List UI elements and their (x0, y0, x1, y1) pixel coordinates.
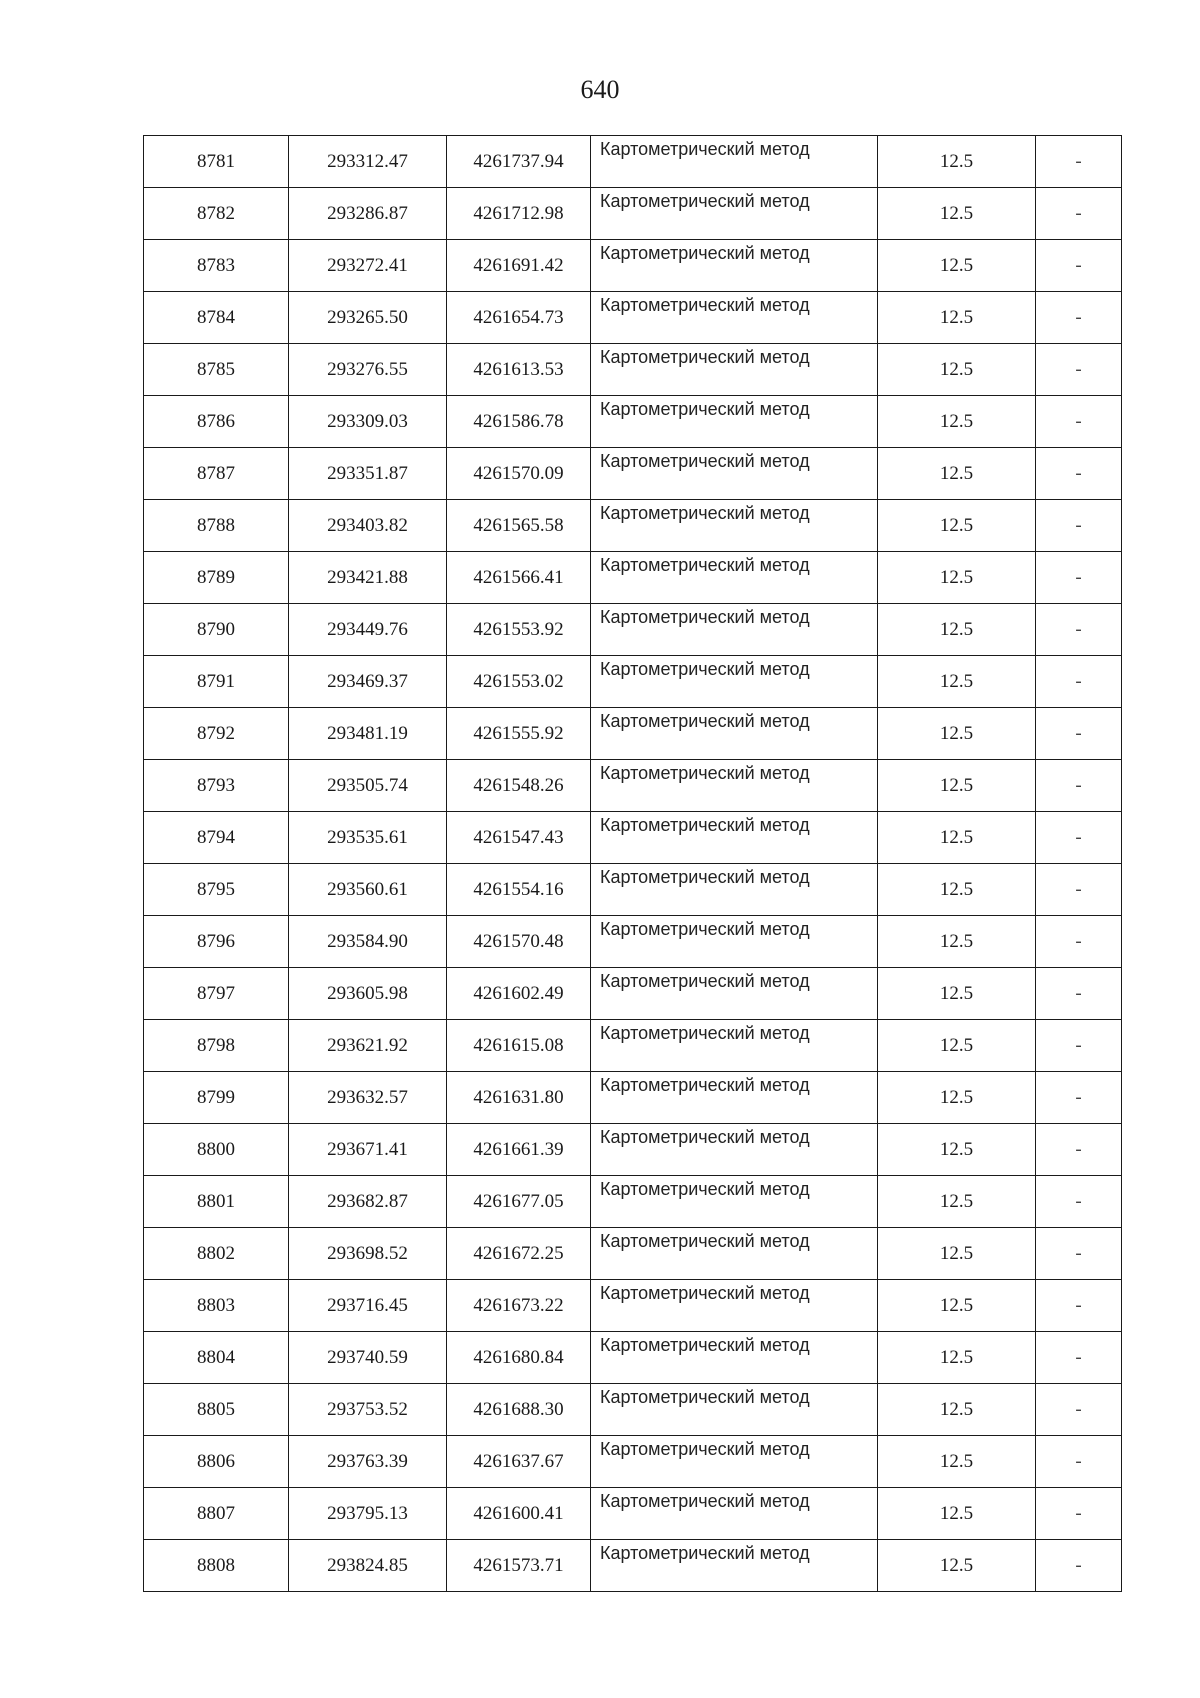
note-cell: - (1036, 1176, 1122, 1228)
point-number-cell: 8792 (144, 708, 289, 760)
method-cell: Картометрический метод (591, 292, 878, 344)
table-row (144, 1020, 1122, 1072)
accuracy-cell: 12.5 (878, 500, 1036, 552)
table-row (144, 1124, 1122, 1176)
x-coordinate-cell: 293421.88 (289, 552, 447, 604)
table-row (144, 1072, 1122, 1124)
x-coordinate-cell: 293584.90 (289, 916, 447, 968)
accuracy-cell: 12.5 (878, 656, 1036, 708)
note-cell: - (1036, 1488, 1122, 1540)
table-row (144, 552, 1122, 604)
y-coordinate-cell: 4261565.58 (447, 500, 591, 552)
point-number-cell: 8788 (144, 500, 289, 552)
accuracy-cell: 12.5 (878, 760, 1036, 812)
note-cell: - (1036, 188, 1122, 240)
note-cell: - (1036, 1436, 1122, 1488)
y-coordinate-cell: 4261553.92 (447, 604, 591, 656)
point-number-cell: 8804 (144, 1332, 289, 1384)
point-number-cell: 8799 (144, 1072, 289, 1124)
method-cell: Картометрический метод (591, 448, 878, 500)
table-row (144, 396, 1122, 448)
note-cell: - (1036, 1228, 1122, 1280)
method-cell: Картометрический метод (591, 1436, 878, 1488)
point-number-cell: 8782 (144, 188, 289, 240)
note-cell: - (1036, 240, 1122, 292)
y-coordinate-cell: 4261691.42 (447, 240, 591, 292)
table-row (144, 656, 1122, 708)
method-cell: Картометрический метод (591, 188, 878, 240)
x-coordinate-cell: 293309.03 (289, 396, 447, 448)
y-coordinate-cell: 4261570.48 (447, 916, 591, 968)
method-cell: Картометрический метод (591, 864, 878, 916)
method-cell: Картометрический метод (591, 968, 878, 1020)
x-coordinate-cell: 293351.87 (289, 448, 447, 500)
point-number-cell: 8795 (144, 864, 289, 916)
y-coordinate-cell: 4261677.05 (447, 1176, 591, 1228)
x-coordinate-cell: 293682.87 (289, 1176, 447, 1228)
method-cell: Картометрический метод (591, 1540, 878, 1592)
method-cell: Картометрический метод (591, 396, 878, 448)
x-coordinate-cell: 293716.45 (289, 1280, 447, 1332)
point-number-cell: 8791 (144, 656, 289, 708)
accuracy-cell: 12.5 (878, 396, 1036, 448)
method-cell: Картометрический метод (591, 1072, 878, 1124)
x-coordinate-cell: 293272.41 (289, 240, 447, 292)
accuracy-cell: 12.5 (878, 552, 1036, 604)
y-coordinate-cell: 4261566.41 (447, 552, 591, 604)
x-coordinate-cell: 293535.61 (289, 812, 447, 864)
note-cell: - (1036, 1124, 1122, 1176)
accuracy-cell: 12.5 (878, 604, 1036, 656)
method-cell: Картометрический метод (591, 916, 878, 968)
method-cell: Картометрический метод (591, 1488, 878, 1540)
point-number-cell: 8806 (144, 1436, 289, 1488)
point-number-cell: 8798 (144, 1020, 289, 1072)
x-coordinate-cell: 293276.55 (289, 344, 447, 396)
method-cell: Картометрический метод (591, 552, 878, 604)
table-row (144, 1176, 1122, 1228)
y-coordinate-cell: 4261680.84 (447, 1332, 591, 1384)
coordinates-table (143, 135, 1122, 1592)
accuracy-cell: 12.5 (878, 1540, 1036, 1592)
x-coordinate-cell: 293286.87 (289, 188, 447, 240)
point-number-cell: 8797 (144, 968, 289, 1020)
y-coordinate-cell: 4261553.02 (447, 656, 591, 708)
table-row (144, 292, 1122, 344)
method-cell: Картометрический метод (591, 1020, 878, 1072)
table-body (144, 136, 1122, 1592)
y-coordinate-cell: 4261548.26 (447, 760, 591, 812)
table-row (144, 1332, 1122, 1384)
accuracy-cell: 12.5 (878, 1384, 1036, 1436)
method-cell: Картометрический метод (591, 1228, 878, 1280)
note-cell: - (1036, 968, 1122, 1020)
y-coordinate-cell: 4261673.22 (447, 1280, 591, 1332)
note-cell: - (1036, 1072, 1122, 1124)
table-row (144, 448, 1122, 500)
accuracy-cell: 12.5 (878, 448, 1036, 500)
method-cell: Картометрический метод (591, 1332, 878, 1384)
y-coordinate-cell: 4261586.78 (447, 396, 591, 448)
x-coordinate-cell: 293763.39 (289, 1436, 447, 1488)
note-cell: - (1036, 708, 1122, 760)
accuracy-cell: 12.5 (878, 1124, 1036, 1176)
method-cell: Картометрический метод (591, 812, 878, 864)
y-coordinate-cell: 4261631.80 (447, 1072, 591, 1124)
table-row (144, 1280, 1122, 1332)
table-row (144, 1228, 1122, 1280)
table-row (144, 1384, 1122, 1436)
accuracy-cell: 12.5 (878, 292, 1036, 344)
accuracy-cell: 12.5 (878, 344, 1036, 396)
y-coordinate-cell: 4261637.67 (447, 1436, 591, 1488)
accuracy-cell: 12.5 (878, 240, 1036, 292)
note-cell: - (1036, 864, 1122, 916)
method-cell: Картометрический метод (591, 136, 878, 188)
table-row (144, 968, 1122, 1020)
note-cell: - (1036, 292, 1122, 344)
note-cell: - (1036, 344, 1122, 396)
point-number-cell: 8800 (144, 1124, 289, 1176)
y-coordinate-cell: 4261613.53 (447, 344, 591, 396)
point-number-cell: 8802 (144, 1228, 289, 1280)
note-cell: - (1036, 916, 1122, 968)
accuracy-cell: 12.5 (878, 968, 1036, 1020)
accuracy-cell: 12.5 (878, 1488, 1036, 1540)
x-coordinate-cell: 293469.37 (289, 656, 447, 708)
y-coordinate-cell: 4261654.73 (447, 292, 591, 344)
method-cell: Картометрический метод (591, 760, 878, 812)
x-coordinate-cell: 293824.85 (289, 1540, 447, 1592)
y-coordinate-cell: 4261688.30 (447, 1384, 591, 1436)
y-coordinate-cell: 4261602.49 (447, 968, 591, 1020)
table-row (144, 760, 1122, 812)
note-cell: - (1036, 1384, 1122, 1436)
accuracy-cell: 12.5 (878, 864, 1036, 916)
y-coordinate-cell: 4261737.94 (447, 136, 591, 188)
y-coordinate-cell: 4261554.16 (447, 864, 591, 916)
point-number-cell: 8794 (144, 812, 289, 864)
point-number-cell: 8786 (144, 396, 289, 448)
x-coordinate-cell: 293621.92 (289, 1020, 447, 1072)
x-coordinate-cell: 293671.41 (289, 1124, 447, 1176)
accuracy-cell: 12.5 (878, 1332, 1036, 1384)
y-coordinate-cell: 4261570.09 (447, 448, 591, 500)
point-number-cell: 8807 (144, 1488, 289, 1540)
note-cell: - (1036, 604, 1122, 656)
note-cell: - (1036, 136, 1122, 188)
note-cell: - (1036, 448, 1122, 500)
x-coordinate-cell: 293403.82 (289, 500, 447, 552)
note-cell: - (1036, 1280, 1122, 1332)
y-coordinate-cell: 4261547.43 (447, 812, 591, 864)
table-row (144, 240, 1122, 292)
y-coordinate-cell: 4261555.92 (447, 708, 591, 760)
table-row (144, 1488, 1122, 1540)
x-coordinate-cell: 293560.61 (289, 864, 447, 916)
point-number-cell: 8783 (144, 240, 289, 292)
table-row (144, 708, 1122, 760)
x-coordinate-cell: 293740.59 (289, 1332, 447, 1384)
point-number-cell: 8781 (144, 136, 289, 188)
table-row (144, 500, 1122, 552)
accuracy-cell: 12.5 (878, 1176, 1036, 1228)
accuracy-cell: 12.5 (878, 1072, 1036, 1124)
point-number-cell: 8793 (144, 760, 289, 812)
point-number-cell: 8789 (144, 552, 289, 604)
y-coordinate-cell: 4261661.39 (447, 1124, 591, 1176)
accuracy-cell: 12.5 (878, 1020, 1036, 1072)
table-row (144, 604, 1122, 656)
method-cell: Картометрический метод (591, 240, 878, 292)
method-cell: Картометрический метод (591, 656, 878, 708)
note-cell: - (1036, 1540, 1122, 1592)
note-cell: - (1036, 396, 1122, 448)
accuracy-cell: 12.5 (878, 1280, 1036, 1332)
y-coordinate-cell: 4261712.98 (447, 188, 591, 240)
page-number: 640 (580, 75, 620, 104)
x-coordinate-cell: 293605.98 (289, 968, 447, 1020)
method-cell: Картометрический метод (591, 1280, 878, 1332)
table-row (144, 1436, 1122, 1488)
table-row (144, 344, 1122, 396)
table-row (144, 916, 1122, 968)
method-cell: Картометрический метод (591, 604, 878, 656)
x-coordinate-cell: 293795.13 (289, 1488, 447, 1540)
accuracy-cell: 12.5 (878, 188, 1036, 240)
point-number-cell: 8785 (144, 344, 289, 396)
accuracy-cell: 12.5 (878, 1436, 1036, 1488)
x-coordinate-cell: 293312.47 (289, 136, 447, 188)
note-cell: - (1036, 1020, 1122, 1072)
accuracy-cell: 12.5 (878, 1228, 1036, 1280)
table-row (144, 1540, 1122, 1592)
note-cell: - (1036, 1332, 1122, 1384)
x-coordinate-cell: 293481.19 (289, 708, 447, 760)
point-number-cell: 8784 (144, 292, 289, 344)
point-number-cell: 8803 (144, 1280, 289, 1332)
x-coordinate-cell: 293265.50 (289, 292, 447, 344)
accuracy-cell: 12.5 (878, 812, 1036, 864)
x-coordinate-cell: 293753.52 (289, 1384, 447, 1436)
point-number-cell: 8801 (144, 1176, 289, 1228)
accuracy-cell: 12.5 (878, 136, 1036, 188)
method-cell: Картометрический метод (591, 500, 878, 552)
point-number-cell: 8796 (144, 916, 289, 968)
y-coordinate-cell: 4261672.25 (447, 1228, 591, 1280)
method-cell: Картометрический метод (591, 708, 878, 760)
note-cell: - (1036, 552, 1122, 604)
point-number-cell: 8805 (144, 1384, 289, 1436)
x-coordinate-cell: 293505.74 (289, 760, 447, 812)
y-coordinate-cell: 4261573.71 (447, 1540, 591, 1592)
point-number-cell: 8787 (144, 448, 289, 500)
x-coordinate-cell: 293698.52 (289, 1228, 447, 1280)
accuracy-cell: 12.5 (878, 708, 1036, 760)
note-cell: - (1036, 760, 1122, 812)
method-cell: Картометрический метод (591, 1124, 878, 1176)
table-row (144, 136, 1122, 188)
method-cell: Картометрический метод (591, 1384, 878, 1436)
y-coordinate-cell: 4261615.08 (447, 1020, 591, 1072)
note-cell: - (1036, 656, 1122, 708)
accuracy-cell: 12.5 (878, 916, 1036, 968)
point-number-cell: 8790 (144, 604, 289, 656)
note-cell: - (1036, 500, 1122, 552)
table-row (144, 812, 1122, 864)
y-coordinate-cell: 4261600.41 (447, 1488, 591, 1540)
table-row (144, 188, 1122, 240)
method-cell: Картометрический метод (591, 344, 878, 396)
method-cell: Картометрический метод (591, 1176, 878, 1228)
x-coordinate-cell: 293632.57 (289, 1072, 447, 1124)
x-coordinate-cell: 293449.76 (289, 604, 447, 656)
point-number-cell: 8808 (144, 1540, 289, 1592)
table-row (144, 864, 1122, 916)
note-cell: - (1036, 812, 1122, 864)
